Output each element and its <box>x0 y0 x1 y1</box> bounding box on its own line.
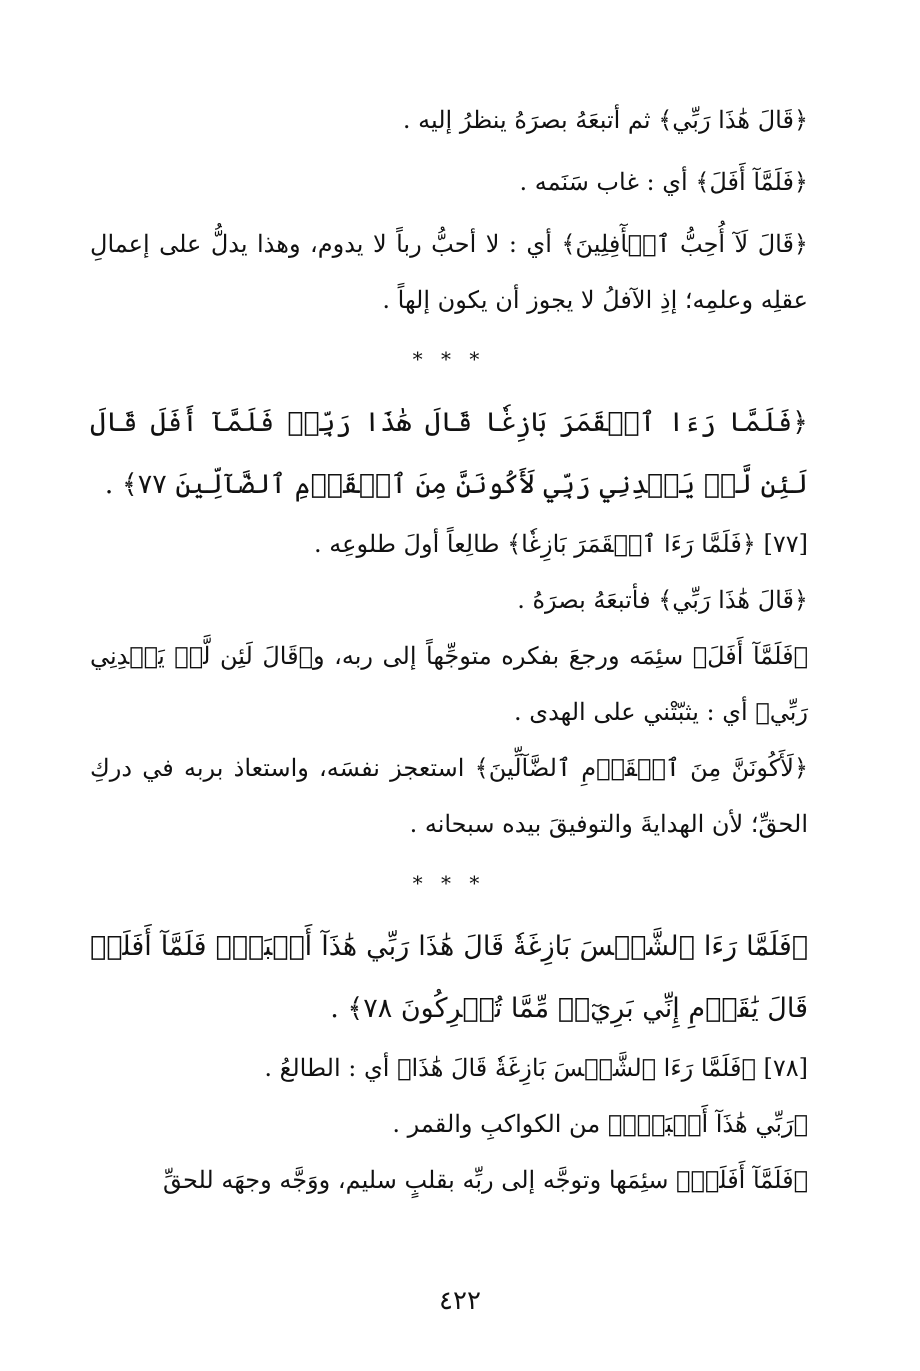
page-number: ٤٢٢ <box>439 1286 481 1316</box>
section-separator: * * * <box>412 871 486 895</box>
commentary-paragraph: ﴿فَلَمَّآ أَفَلَتۡ﴾ سئِمَها وتوجَّه إلى ربِّه بقلبٍ سليم، ووَجَّه وجهَه للحقِّ <box>162 1166 808 1194</box>
quran-verse-77: ﴿فَلَمَّا رَءَا ٱلۡقَمَرَ بَازِغٗا قَالَ هَٰذَا رَبِّيۖ فَلَمَّآ أَفَلَ قَالَ لَئِن لَّمۡ يَهۡدِنِي رَبِّي لَأَكُونَنَّ مِنَ ٱلۡقَوۡمِ ٱلضَّآلِّينَ ٧٧﴾ . <box>90 407 808 500</box>
commentary-paragraph: ﴿لَأَكُونَنَّ مِنَ ٱلۡقَوۡمِ ٱلضَّآلِّينَ﴾ استعجز نفسَه، واستعاذ بربه في دركِ الحقِّ؛ لأن الهدايةَ والتوفيقَ بيده سبحانه . <box>90 754 809 838</box>
commentary-paragraph: ﴿قَالَ لَآ أُحِبُّ ٱلۡأٓفِلِينَ﴾ أي : لا أحبُّ رباً لا يدوم، وهذا يدلُّ على إعمالِ عقلِه وعلمِه؛ إذِ الآفلُ لا يجوز أن يكون إلهاً . <box>90 230 808 314</box>
commentary-paragraph: [٧٧] ﴿فَلَمَّا رَءَا ٱلۡقَمَرَ بَازِغٗا﴾ طالِعاً أولَ طلوعِه . <box>314 530 808 558</box>
commentary-paragraph: ﴿فَلَمَّآ أَفَلَ﴾ أي : غاب سَنَمه . <box>519 168 808 196</box>
commentary-paragraph: ﴿قَالَ هَٰذَا رَبِّي﴾ ثم أتبعَهُ بصرَهُ ينظرُ إليه . <box>402 106 808 134</box>
quran-verse-78: ﴿فَلَمَّا رَءَا ٱلشَّمۡسَ بَازِغَةٗ قَالَ هَٰذَا رَبِّي هَٰذَآ أَكۡبَرُۖ فَلَمَّآ أَفَلَتۡ قَالَ يَٰقَوۡمِ إِنِّي بَرِيٓءٞ مِّمَّا تُشۡرِكُونَ ٧٨﴾ . <box>90 931 808 1024</box>
commentary-paragraph: ﴿قَالَ هَٰذَا رَبِّي﴾ فأتبعَهُ بصرَهُ . <box>517 586 808 614</box>
commentary-paragraph: [٧٨] ﴿فَلَمَّا رَءَا ٱلشَّمۡسَ بَازِغَةٗ قَالَ هَٰذَا﴾ أي : الطالعُ . <box>264 1054 808 1082</box>
commentary-paragraph: ﴿رَبِّي هَٰذَآ أَكۡبَرُۖ﴾ من الكواكبِ والقمر . <box>392 1110 808 1138</box>
section-separator: * * * <box>412 347 486 371</box>
commentary-paragraph: ﴿فَلَمَّآ أَفَلَ﴾ سئِمَه ورجعَ بفكره متوجِّهاً إلى ربه، و﴿قَالَ لَئِن لَّمۡ يَهۡدِنِي رَبِّي﴾ أي : يثبّتْني على الهدى . <box>90 642 808 726</box>
